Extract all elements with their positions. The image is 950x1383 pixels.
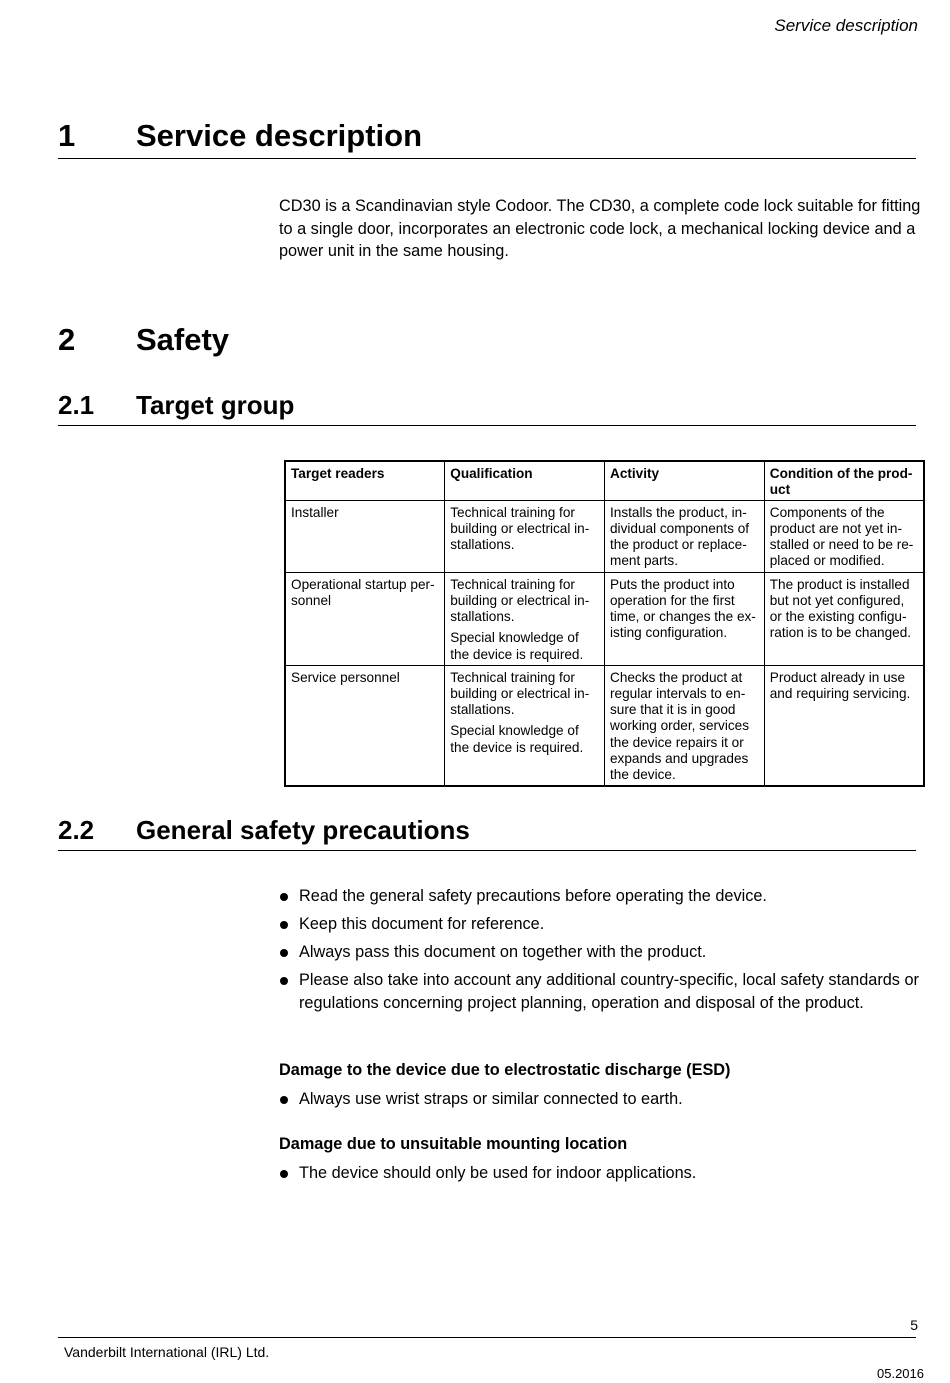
list-item-text: Please also take into account any additional country-specific, local safety standards or regulations concerning project planning, operation and disposal of the product. <box>299 971 919 1012</box>
list-item-text: The device should only be used for indoor applications. <box>299 1164 697 1182</box>
table-cell-qualification <box>445 665 605 786</box>
bullet-icon <box>280 977 288 985</box>
qualification-text: Special knowledge of the device is required. <box>450 723 584 755</box>
section-title: Safety <box>136 322 230 357</box>
table-cell-activity: Checks the product at regular intervals to en-sure that it is in good working order, services the device repairs it or expands and upgrades the device. <box>605 665 765 786</box>
footer-company: Vanderbilt International (IRL) Ltd. <box>64 1344 270 1360</box>
running-header: Service description <box>774 16 918 35</box>
footer-date: 05.2016 <box>877 1366 924 1381</box>
table-row <box>285 572 924 665</box>
table-cell-qualification <box>445 500 605 572</box>
list-item-text: Keep this document for reference. <box>299 915 545 933</box>
column-header: Target readers <box>285 461 445 500</box>
table-row <box>285 500 924 572</box>
section-title: General safety precautions <box>136 815 470 845</box>
bullet-icon <box>280 949 288 957</box>
bullet-icon <box>280 921 288 929</box>
list-item-text: Always use wrist straps or similar connected to earth. <box>299 1090 683 1108</box>
table-header-row <box>285 461 924 500</box>
bullet-icon <box>280 1170 288 1178</box>
section-title: Target group <box>136 390 295 420</box>
list-item <box>279 969 919 1014</box>
table-cell-condition: Components of the product are not yet in-stalled or need to be re-placed or modified. <box>764 500 924 572</box>
bullet-icon <box>280 1096 288 1104</box>
list-item-text: Always pass this document on together with the product. <box>299 943 707 961</box>
esd-heading: Damage to the device due to electrostatic discharge (ESD) <box>279 1061 731 1079</box>
section-2-2-heading <box>58 815 916 851</box>
table-cell-activity: Puts the product into operation for the first time, or changes the ex-isting configuration. <box>605 572 765 665</box>
list-item <box>279 1088 919 1111</box>
section-number: 2 <box>58 322 76 357</box>
page-number: 5 <box>910 1317 918 1333</box>
list-item <box>279 913 919 936</box>
section-number: 2.2 <box>58 815 95 845</box>
section-title: Service description <box>136 118 423 153</box>
footer-divider <box>58 1337 916 1338</box>
list-item <box>279 1162 919 1185</box>
target-group-table <box>284 460 925 787</box>
bullet-icon <box>280 893 288 901</box>
section-number: 2.1 <box>58 390 95 420</box>
mounting-heading: Damage due to unsuitable mounting location <box>279 1135 628 1153</box>
column-header: Qualification <box>445 461 605 500</box>
list-item-text: Read the general safety precautions before operating the device. <box>299 887 767 905</box>
table-cell-reader: Installer <box>285 500 445 572</box>
section-2-heading <box>58 322 916 362</box>
table-row <box>285 665 924 786</box>
list-item <box>279 885 919 908</box>
section-1-heading <box>58 118 916 159</box>
table-cell-condition: Product already in use and requiring servicing. <box>764 665 924 786</box>
service-description-paragraph: CD30 is a Scandinavian style Codoor. The CD30, a complete code lock suitable for fitting to a single door, incorporates an electronic code lock, a mechanical locking device and a power unit in the same housing. <box>279 197 921 260</box>
safety-precautions-list <box>279 885 919 1020</box>
column-header: Activity <box>605 461 765 500</box>
list-item <box>279 941 919 964</box>
table-cell-activity: Installs the product, in-dividual components of the product or replace-ment parts. <box>605 500 765 572</box>
qualification-text: Technical training for building or electrical in-stallations. <box>450 504 590 553</box>
esd-list <box>279 1088 919 1116</box>
mounting-list <box>279 1162 919 1190</box>
table-cell-reader: Operational startup per-sonnel <box>285 572 445 665</box>
table-cell-condition: The product is installed but not yet configured, or the existing configu-ration is to be changed. <box>764 572 924 665</box>
table-cell-reader: Service personnel <box>285 665 445 786</box>
qualification-text: Technical training for building or electrical in-stallations. <box>450 576 590 625</box>
section-number: 1 <box>58 118 76 153</box>
section-2-1-heading <box>58 390 916 426</box>
qualification-text: Special knowledge of the device is required. <box>450 630 584 662</box>
qualification-text: Technical training for building or electrical in-stallations. <box>450 669 590 718</box>
table-cell-qualification <box>445 572 605 665</box>
column-header: Condition of the prod-uct <box>764 461 924 500</box>
